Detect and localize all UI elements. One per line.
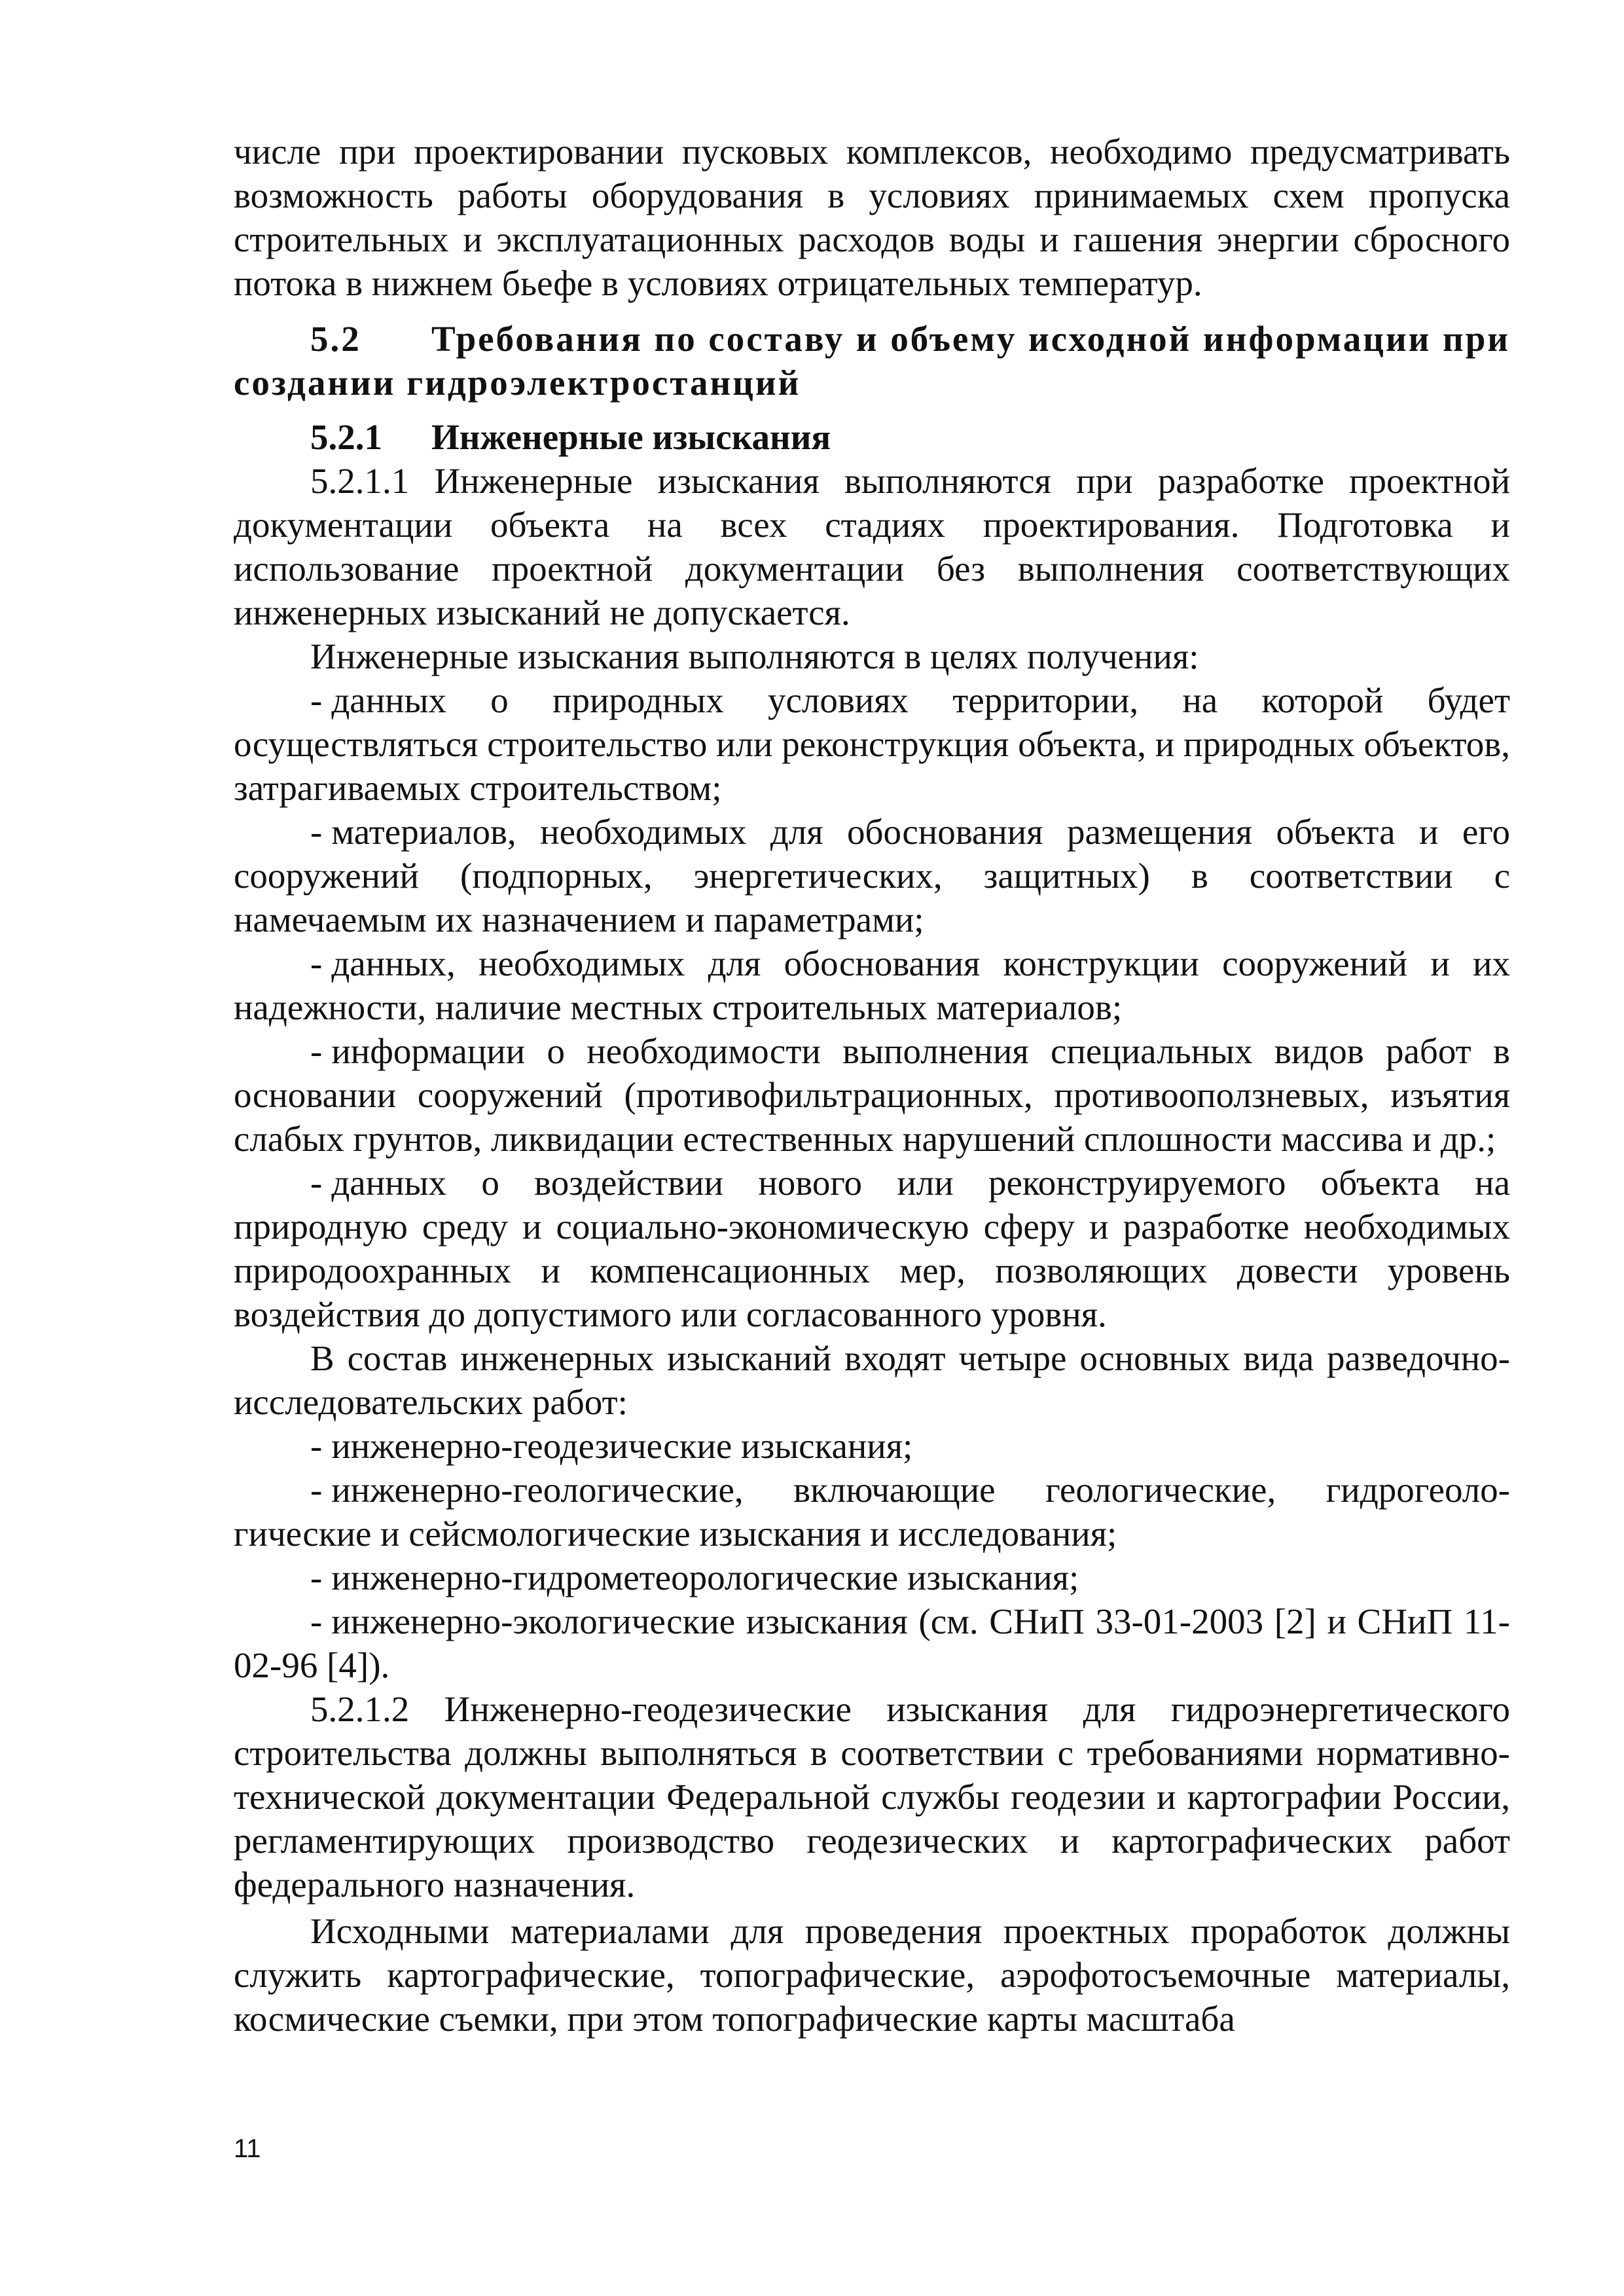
paragraph-5-2-1-1: 5.2.1.1 Инженерные изыскания выполняются при разработке проектной документации объекта на всех стадиях проектирования. Подготовка и использование проектной документации без выполнения соответствующих инженерных изысканий не допускается. [234, 461, 1510, 632]
list-item-text: материалов, необходимых для обоснования размещения объекта и его сооружений (подпорных, энергетических, защитных) в соответствии с намечаемым их назначением и параметрами; [234, 812, 1510, 939]
subsection-title: Инженерные изыскания [431, 417, 831, 457]
subsection-heading [234, 415, 1510, 459]
section-heading [234, 317, 1510, 405]
list-dash: - [310, 812, 323, 852]
list-item-text: данных о воздействии нового или реконструируемого объекта на природную среду и социально-экономическую сферу и разработке необходимых природоохранных и компенсационных мер, позволяющих довести уровень воздействия до допустимого или согласованного уровня. [234, 1163, 1510, 1334]
list-dash: - [310, 943, 323, 983]
list-dash: - [310, 1031, 323, 1071]
list-item [234, 1029, 1510, 1161]
list-dash: - [310, 1558, 323, 1597]
subsection-number: 5.2.1 [310, 417, 382, 457]
final-paragraph: Исходными материалами для проведения проектных проработок должны служить картографические, топографические, аэрофотосъемочные материалы, космические съемки, при этом топографические карты масштаба [234, 1911, 1510, 2039]
list-item-text: данных, необходимых для обоснования конструкции сооружений и их надежности, наличие местных строительных материалов; [234, 943, 1510, 1027]
paragraph-5-2-1-2: 5.2.1.2 Инженерно-геодезические изыскания для гидроэнергетического строительства должны выполняться в соответствии с требованиями нормативно-технической документации Федеральной службы геодезии и картографии России, регламентирующих производство геодезических и картографических работ федерального назначения. [234, 1689, 1510, 1904]
list-item [234, 1556, 1510, 1599]
list-item [234, 941, 1510, 1029]
list-dash: - [310, 1601, 323, 1641]
list-item-text: инженерно-гидрометеорологические изыскания; [331, 1558, 1079, 1597]
section-title: Требования по составу и объему исходной информации при создании гидроэлектростанций [234, 319, 1510, 403]
list-dash: - [310, 1163, 323, 1203]
goals-intro: Инженерные изыскания выполняются в целях получения: [310, 636, 1199, 676]
list-item [234, 1468, 1510, 1556]
section-number: 5.2 [310, 319, 361, 359]
list-item-text: инженерно-геодезические изыскания; [331, 1426, 913, 1466]
document-page [234, 130, 1510, 2041]
intro-paragraph: числе при проектировании пусковых комплексов, необходимо предусматривать возможность работы оборудования в условиях принимаемых схем пропуска строительных и эксплуатационных расходов воды и гашения энергии сбросного потока в нижнем бьефе в условиях отрицательных температур. [234, 132, 1510, 303]
list-item [234, 810, 1510, 941]
list-item [234, 678, 1510, 810]
list-item-text: информации о необходимости выполнения специальных видов работ в основании сооружений (противофильтрационных, противооползневых, изъятия слабых грунтов, ликвидации естественных нарушений сплошности массива и др.; [234, 1031, 1510, 1159]
list-dash: - [310, 680, 323, 720]
types-intro: В состав инженерных изысканий входят четыре основных вида разведочно-исследовательских работ: [234, 1338, 1510, 1422]
list-item [234, 1161, 1510, 1336]
page-number: 11 [234, 2134, 261, 2163]
list-dash: - [310, 1470, 323, 1510]
list-item-text: инженерно-экологические изыскания (см. СНиП 33-01-2003 [2] и СНиП 11-02-96 [4]). [234, 1601, 1510, 1685]
list-item [234, 1599, 1510, 1687]
list-item [234, 1424, 1510, 1468]
list-item-text: данных о природных условиях территории, на которой будет осуществляться строительство или реконструкция объекта, и природных объектов, затрагиваемых строительством; [234, 680, 1510, 808]
list-dash: - [310, 1426, 323, 1466]
list-item-text: инженерно-геологические, включающие геологические, гидрогеологические и сейсмологические изыскания и исследования; [234, 1470, 1510, 1554]
